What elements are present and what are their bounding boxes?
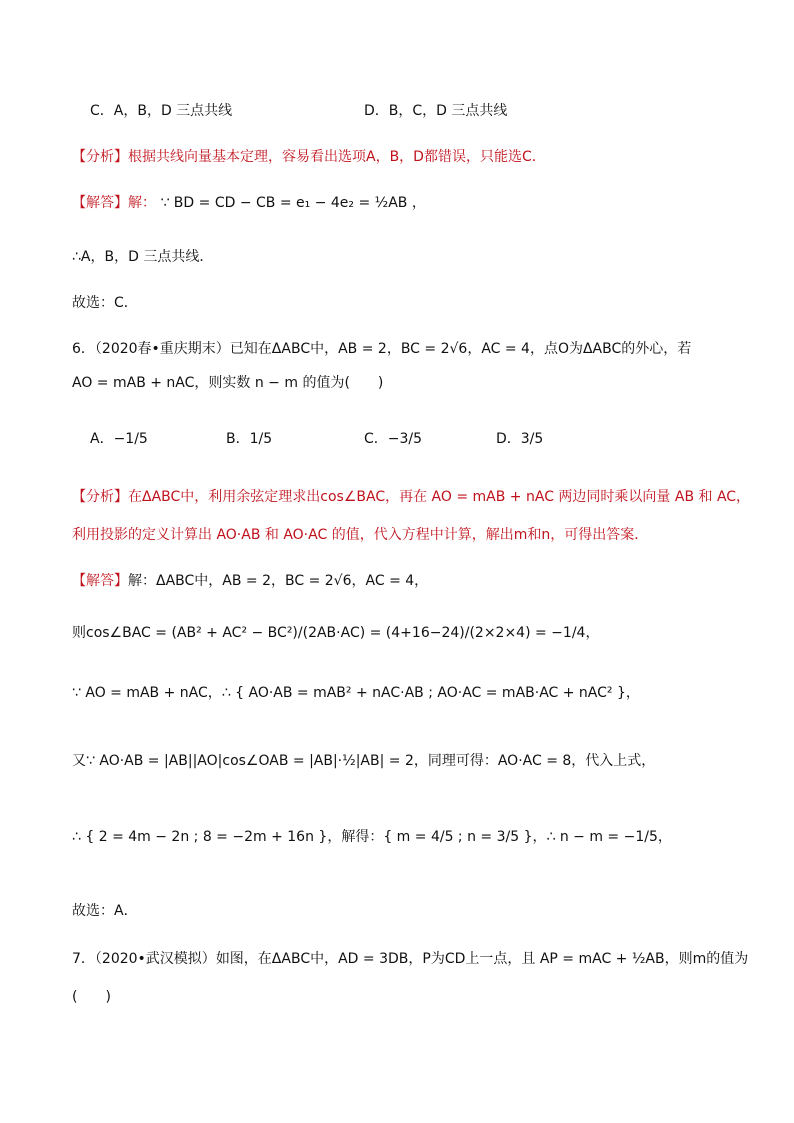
q6-analysis-line1: 【分析】在ΔABC中，利用余弦定理求出cos∠BAC，再在 AO = mAB + nAC 两边同时乘以向量 AB 和 AC， [72,489,751,505]
q5-conclusion: ∴A，B，D 三点共线． [72,249,214,265]
question-source: （2020•武汉模拟） [94,951,216,967]
q6-stem-line2: AO = mAB + nAC，则实数 n − m 的值为( ) [72,375,384,391]
answer-tag: 【解答】 [72,195,128,211]
q6-option-d: D．3/5 [496,431,544,447]
analysis-tag: 【分析】 [72,489,128,505]
answer-tag: 【解答】 [72,573,128,589]
q5-analysis [72,148,546,166]
option-c: C．A，B，D 三点共线 [90,103,233,119]
analysis-tag: 【分析】 [72,149,128,165]
q7-answer-paren: ( ) [72,989,111,1005]
q5-choice: 故选：C． [72,295,138,311]
q6-analysis-line2: 利用投影的定义计算出 AO·AB 和 AO·AC 的值，代入方程中计算，解出m和n，可得出答案． [72,527,649,543]
q6-answer-line2: 则cos∠BAC = (AB² + AC² − BC²)/(2AB·AC) = (4+16−24)/(2×2×4) = −1/4， [72,625,600,641]
question-number: 7． [72,951,95,967]
question-source: （2020春•重庆期末） [94,341,230,357]
answer-equation: ∵ BD = CD − CB = e₁ − 4e₂ = ½AB ， [160,195,426,211]
q6-answer-line4: 又∵ AO·AB = |AB||AO|cos∠OAB = |AB|·½|AB| = 2，同理可得：AO·AC = 8，代入上式， [72,753,656,769]
analysis-text: 根据共线向量基本定理，容易看出选项A，B，D都错误，只能选C． [128,149,546,165]
q5-answer: 【解答】解： ∵ BD = CD − CB = e₁ − 4e₂ = ½AB ， [72,195,426,211]
q6-answer-line1: 【解答】解：ΔABC中，AB = 2，BC = 2√6，AC = 4， [72,573,429,589]
q6-stem-line1: 6．（2020春•重庆期末）已知在ΔABC中，AB = 2，BC = 2√6，AC = 4，点O为ΔABC的外心，若 [72,341,692,357]
q6-answer-line5: ∴ { 2 = 4m − 2n ; 8 = −2m + 16n }，解得：{ m = 4/5 ; n = 3/5 }，∴ n − m = −1/5， [72,829,672,845]
q6-option-a: A．−1/5 [90,431,148,447]
q6-answer-line3: ∵ AO = mAB + nAC，∴ { AO·AB = mAB² + nAC·AB ; AO·AC = mAB·AC + nAC² }， [72,685,640,701]
q6-choice: 故选：A． [72,903,138,919]
q7-stem: 7．（2020•武汉模拟）如图，在ΔABC中，AD = 3DB，P为CD上一点，且 AP = mAC + ½AB，则m的值为 [72,951,749,967]
option-d: D．B，C，D 三点共线 [364,103,508,119]
q6-option-c: C．−3/5 [364,431,423,447]
q6-option-b: B．1/5 [226,431,273,447]
question-number: 6． [72,341,95,357]
